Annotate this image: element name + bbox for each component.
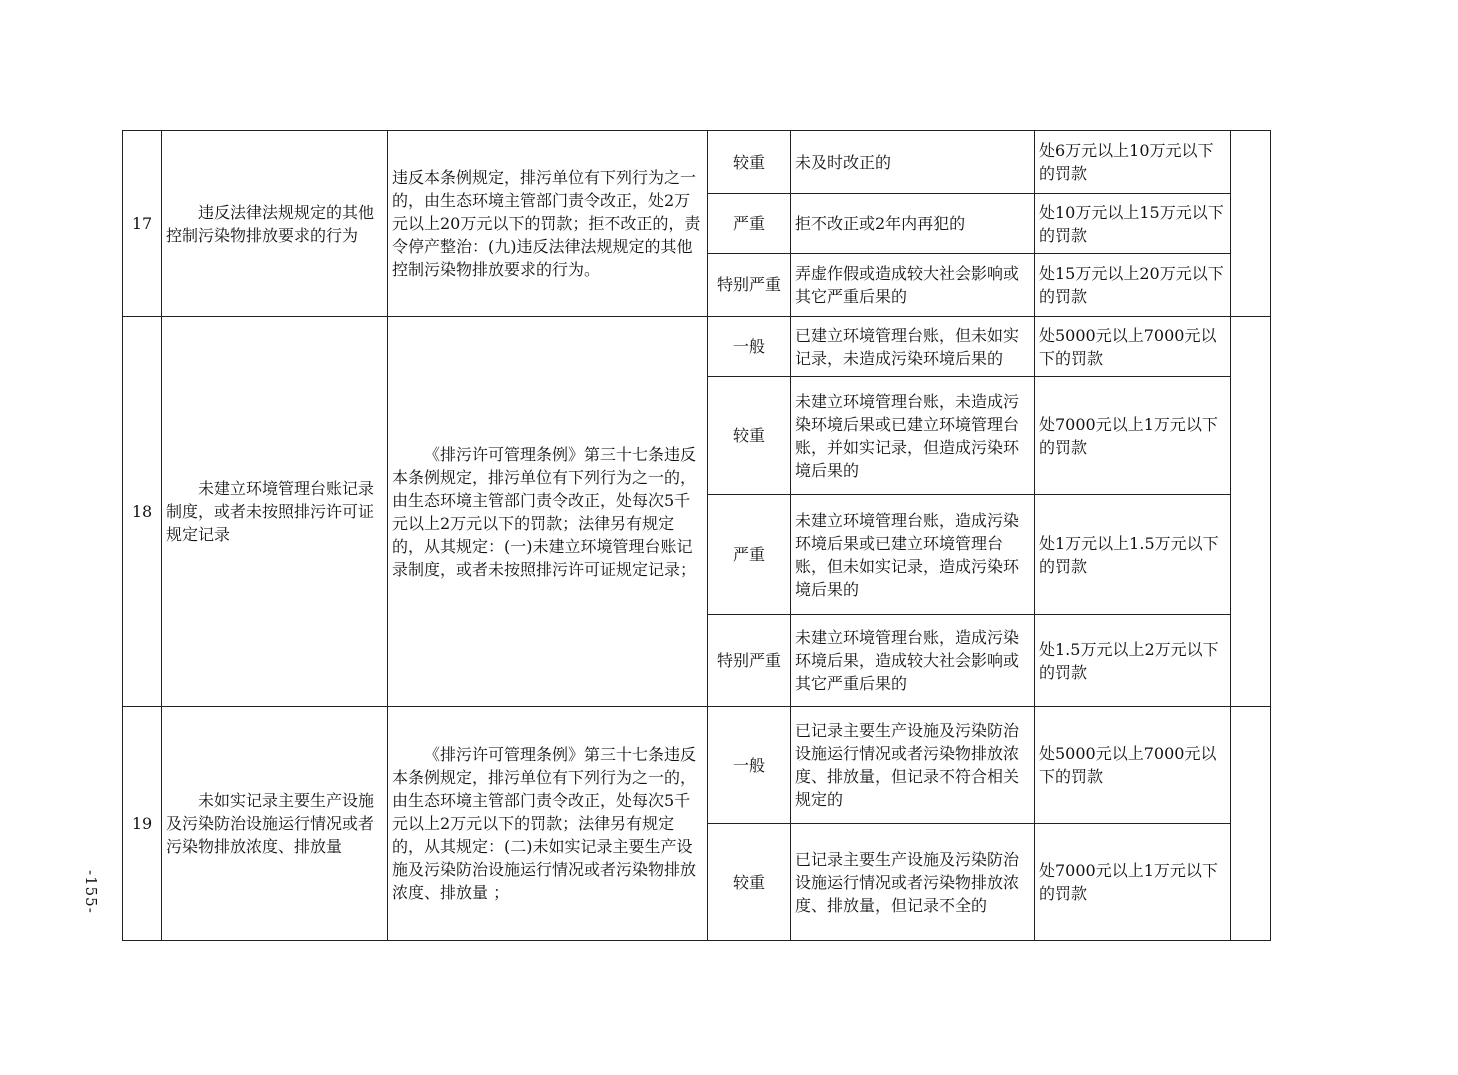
penalty-amount: 处7000元以上1万元以下的罚款: [1035, 377, 1231, 495]
severity-level: 较重: [708, 377, 791, 495]
severity-level: 较重: [708, 131, 791, 194]
severity-level: 较重: [708, 824, 791, 941]
severity-level: 严重: [708, 495, 791, 615]
circumstance: 未及时改正的: [791, 131, 1035, 194]
severity-level: 特别严重: [708, 254, 791, 317]
penalty-amount: 处15万元以上20万元以下的罚款: [1035, 254, 1231, 317]
legal-basis: 《排污许可管理条例》第三十七条违反本条例规定，排污单位有下列行为之一的，由生态环境主管部门责令改正，处每次5千元以上2万元以下的罚款；法律另有规定的，从其规定：(二)未如实记录主要生产设施及污染防治设施运行情况或者污染物排放浓度、排放量 ；: [388, 707, 708, 941]
penalty-amount: 处1.5万元以上2万元以下的罚款: [1035, 615, 1231, 707]
circumstance: 已记录主要生产设施及污染防治设施运行情况或者污染物排放浓度、排放量，但记录不全的: [791, 824, 1035, 941]
circumstance: 弄虚作假或造成较大社会影响或其它严重后果的: [791, 254, 1035, 317]
table-row: [123, 131, 1271, 194]
legal-basis: 违反本条例规定，排污单位有下列行为之一的，由生态环境主管部门责令改正，处2万元以上20万元以下的罚款；拒不改正的，责令停产整治：(九)违反法律法规规定的其他控制污染物排放要求的行为。: [388, 131, 708, 317]
item-number: 18: [123, 317, 162, 707]
violation-description: 未如实记录主要生产设施及污染防治设施运行情况或者污染物排放浓度、排放量: [162, 707, 388, 941]
remarks-cell: [1231, 317, 1271, 707]
circumstance: 已建立环境管理台账，但未如实记录，未造成污染环境后果的: [791, 317, 1035, 377]
severity-level: 严重: [708, 194, 791, 254]
penalty-amount: 处6万元以上10万元以下的罚款: [1035, 131, 1231, 194]
penalty-amount: 处5000元以上7000元以下的罚款: [1035, 317, 1231, 377]
violation-description: 违反法律法规规定的其他控制污染物排放要求的行为: [162, 131, 388, 317]
penalty-amount: 处5000元以上7000元以下的罚款: [1035, 707, 1231, 824]
penalty-amount: 处10万元以上15万元以下的罚款: [1035, 194, 1231, 254]
circumstance: 已记录主要生产设施及污染防治设施运行情况或者污染物排放浓度、排放量，但记录不符合相关规定的: [791, 707, 1035, 824]
severity-level: 特别严重: [708, 615, 791, 707]
circumstance: 未建立环境管理台账，造成污染环境后果，造成较大社会影响或其它严重后果的: [791, 615, 1035, 707]
table-row: [123, 707, 1271, 824]
page-number: -155-: [82, 870, 100, 914]
item-number: 17: [123, 131, 162, 317]
penalty-table: [122, 130, 1271, 941]
table-row: [123, 317, 1271, 377]
penalty-amount: 处7000元以上1万元以下的罚款: [1035, 824, 1231, 941]
penalty-amount: 处1万元以上1.5万元以下的罚款: [1035, 495, 1231, 615]
circumstance: 拒不改正或2年内再犯的: [791, 194, 1035, 254]
circumstance: 未建立环境管理台账，造成污染环境后果或已建立环境管理台账，但未如实记录，造成污染环境后果的: [791, 495, 1035, 615]
violation-description: 未建立环境管理台账记录制度，或者未按照排污许可证规定记录: [162, 317, 388, 707]
remarks-cell: [1231, 131, 1271, 317]
circumstance: 未建立环境管理台账，未造成污染环境后果或已建立环境管理台账，并如实记录，但造成污染环境后果的: [791, 377, 1035, 495]
severity-level: 一般: [708, 317, 791, 377]
remarks-cell: [1231, 707, 1271, 941]
severity-level: 一般: [708, 707, 791, 824]
item-number: 19: [123, 707, 162, 941]
legal-basis: 《排污许可管理条例》第三十七条违反本条例规定，排污单位有下列行为之一的，由生态环境主管部门责令改正，处每次5千元以上2万元以下的罚款；法律另有规定的，从其规定：(一)未建立环境管理台账记录制度，或者未按照排污许可证规定记录；: [388, 317, 708, 707]
